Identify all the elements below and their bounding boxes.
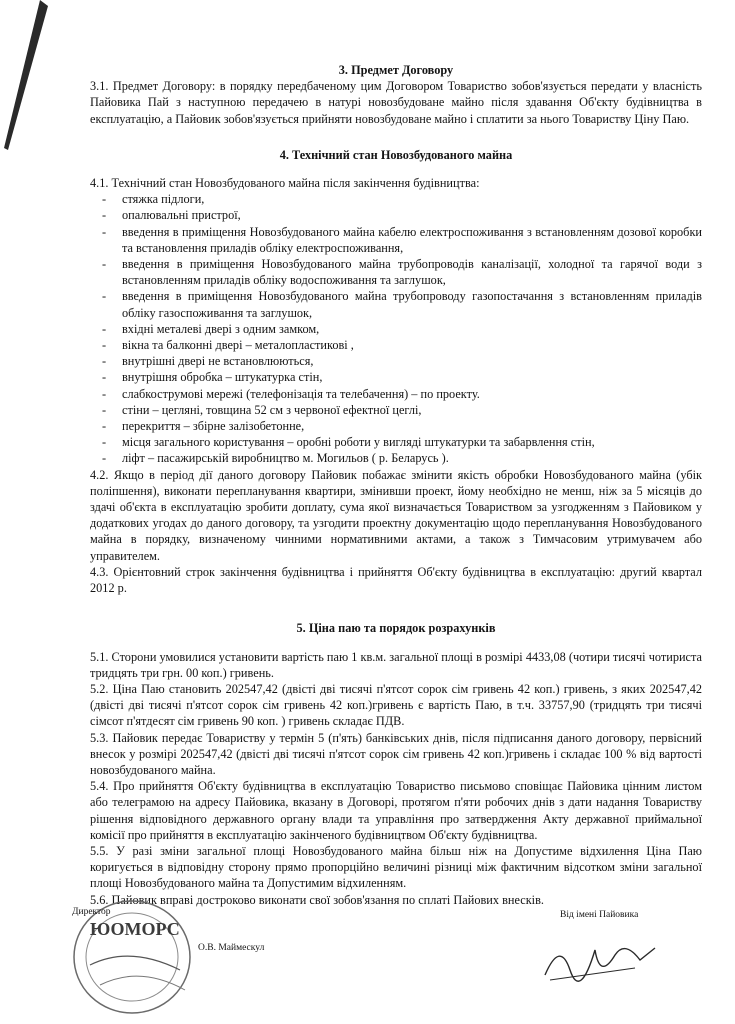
clause-4-2: 4.2. Якщо в період дії даного договору Пайовик побажає змінити якість обробки Новозбудованого майна (убік поліпшення), виконати перепланування квартири, змінивши проект, йому необхідно не менш, ніж за 5 місяців до здачі об'єкта в експлуатацію зробити доплату, сума якої визначається Товариством за узгодженням з Пайовиком у додаткових угодах до даного договору, та узгодити проектну документацію щодо перепланування Новозбудованого майна в порядку, визначеному чинними нормативними актами, а також з Тимчасовим утримувачем або управителем. — [90, 467, 702, 563]
list-item: - внутрішні двері не встановлюються, — [90, 353, 702, 369]
clause-5-3: 5.3. Пайовик передає Товариству у термін 5 (п'ять) банківських днів, після підписання даного договору, первісний внесок у розмірі 202547,42 (двісті дві тисячі п'ятсот сорок сім гривень 42 коп.)гривень і складає 100 % від вартості новозбудованого майна. — [90, 730, 702, 777]
list-item: - слабкострумові мережі (телефонізація та телебачення) – по проекту. — [90, 386, 702, 402]
list-item: - опалювальні пристрої, — [90, 207, 702, 223]
list-item: - стіни – цегляні, товщина 52 см з червоної ефектної цеглі, — [90, 402, 702, 418]
clause-5-1: 5.1. Сторони умовилися установити вартість паю 1 кв.м. загальної площі в розмірі 4433,08 (чотири тисячі чотириста тридцять три грн. 00 коп.) гривень. — [90, 649, 702, 680]
list-item: - введення в приміщення Новозбудованого майна трубопроводів каналізації, холодної та гарячої води з встановленням приладів обліку водоспоживання та заглушок, — [90, 256, 702, 288]
list-item: - місця загального користування – оробні роботи у вигляді штукатурки та забарвлення стін, — [90, 434, 702, 450]
investor-label: Від імені Пайовика — [560, 910, 639, 920]
clause-4-1-intro: 4.1. Технічний стан Новозбудованого майна після закінчення будівництва: — [90, 176, 480, 191]
list-item: - введення в приміщення Новозбудованого майна кабелю електроспоживання з встановленням дозової коробки та встановлення приладів обліку електроспоживання, — [90, 224, 702, 256]
technical-condition-list — [90, 191, 702, 466]
list-item: - стяжка підлоги, — [90, 191, 702, 207]
director-name: О.В. Маймескул — [198, 943, 265, 953]
contract-body — [90, 62, 702, 908]
list-item: - внутрішня обробка – штукатурка стін, — [90, 369, 702, 385]
clause-5-2: 5.2. Ціна Паю становить 202547,42 (двісті дві тисячі п'ятсот сорок сім гривень 42 коп.) гривень, з яких 202547,42 (двісті дві тисячі п'ятсот сорок сім гривень 42 коп.)гривень є вартість Паю, в т.ч. 33757,90 (тридцять три тисячі сімсот п'ятдесят сім гривень 90 коп. ) гривень складає ПДВ. — [90, 681, 702, 729]
list-item: - введення в приміщення Новозбудованого майна трубопроводу газопостачання з встановленням приладів обліку газоспоживання та заглушок, — [90, 288, 702, 320]
clause-5-5: 5.5. У разі зміни загальної площі Новозбудованого майна більш ніж на Допустиме відхилення Ціна Паю коригується в відповідну сторону прямо пропорційно величині різниці між фактичним відсотком зміни загальної площі Новозбудованого майна та Допустимим відхиленням. — [90, 843, 702, 891]
pen-stroke-mark — [0, 0, 90, 160]
list-item: - перекриття – збірне залізобетонне, — [90, 418, 702, 434]
list-item: - вхідні металеві двері з одним замком, — [90, 321, 702, 337]
handwritten-signature — [540, 930, 660, 990]
list-item: - ліфт – пасажирській виробництво м. Могильов ( р. Беларусь ). — [90, 450, 702, 466]
section-5-title: 5. Ціна паю та порядок розрахунків — [296, 621, 496, 636]
director-title: Директор — [72, 907, 111, 917]
company-signature-block — [70, 895, 290, 1020]
investor-signature-block — [540, 910, 690, 1020]
section-3-title: 3. Предмет Договору — [338, 63, 454, 77]
clause-3-1: 3.1. Предмет Договору: в порядку передбаченому цим Договором Товариство зобов'язується передати у власність Пайовика Пай з наступною передачею в натурі новозбудоване майно після здавання Об'єкту будівництва в експлуатацію, а Пайовик зобов'язується прийняти новозбудоване майно і сплатити за нього Товариству Ціну Паю. — [90, 79, 702, 126]
stamp-lettering: ЮОМОРС — [90, 919, 180, 939]
clause-5-4: 5.4. Про прийняття Об'єкту будівництва в експлуатацію Товариство письмово сповіщає Пайовика цінним листом або телеграмою на адресу Пайовика, вказану в Договорі, протягом п'яти робочих днів з дати надання Товариству рішення відповідного державного органу влади та управління про затвердження Акту державної приймальної комісії про прийняття в експлуатацію закінченого будівництвом Об'єкту будівництва. — [90, 779, 702, 842]
clause-5-6: 5.6. Пайовик вправі достроково виконати свої зобов'язання по сплаті Пайових внесків. — [90, 892, 544, 907]
clause-4-3: 4.3. Орієнтовний строк закінчення будівництва і прийняття Об'єкту будівництва в експлуатацію: другий квартал 2012 р. — [90, 564, 702, 596]
section-4-title: 4. Технічний стан Новозбудованого майна — [279, 147, 513, 162]
list-item: - вікна та балконні двері – металопластикові , — [90, 337, 702, 353]
